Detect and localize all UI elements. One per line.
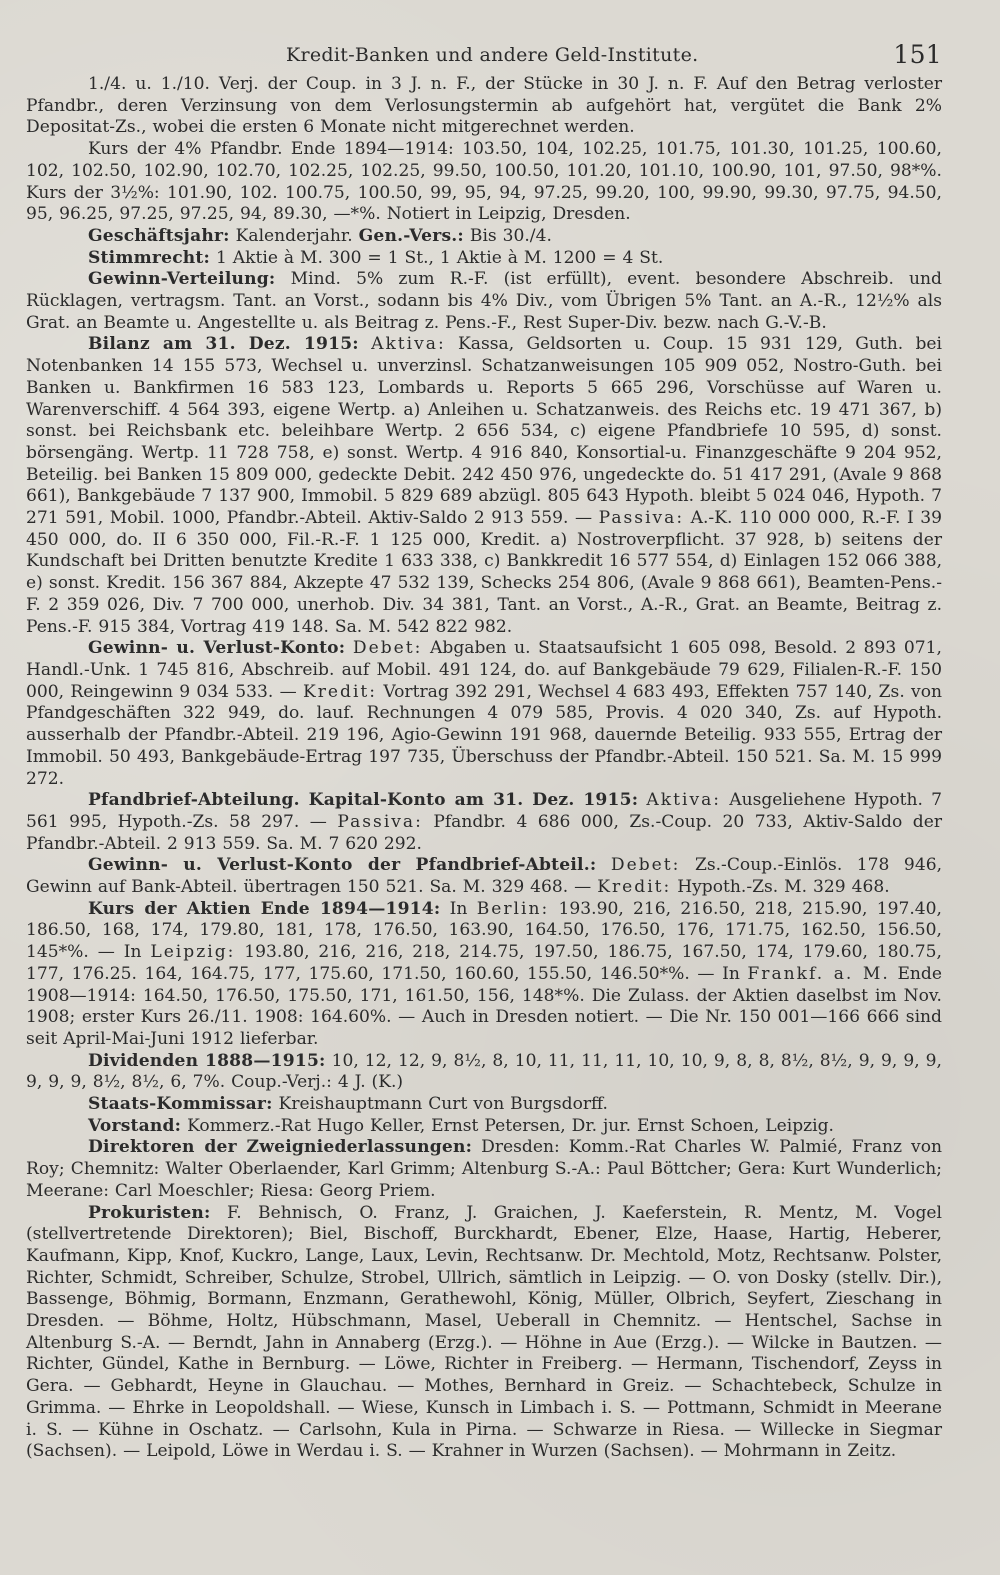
label-kredit: Kredit: <box>302 681 378 702</box>
text-board: Kommerz.-Rat Hugo Keller, Ernst Petersen, Dr. jur. Ernst Schoen, Leipzig. <box>181 1115 834 1136</box>
text-pf-kredit: Hypoth.-Zs. M. 329 468. <box>671 877 890 898</box>
label-debet: Debet: <box>352 638 423 659</box>
label-state-commissioner: Staats-Kommissar: <box>88 1094 273 1115</box>
label-pf-passiva: Passiva: <box>337 811 423 832</box>
label-balance-sheet: Bilanz am 31. Dez. 1915: <box>88 334 359 355</box>
label-general-meeting: Gen.-Vers.: <box>358 225 464 246</box>
label-procurators: Prokuristen: <box>88 1202 211 1223</box>
text-pf-debet: Zs.-Coup.-Einlös. 178 946, Gewinn auf Bank-Abteil. übertragen 150 521. Sa. M. 329 468. — <box>26 855 942 898</box>
text-fiscal-year: Kalenderjahr. <box>229 225 359 246</box>
text-procurators: F. Behnisch, O. Franz, J. Graichen, J. Kaeferstein, R. Mentz, M. Vogel (stellvertretende Direktoren); Biel, Bischoff, Burckhardt, Ebener, Elze, Haase, Hartig, Heberer, Kaufmann, Kipp, Knof, Kuckro, Lange, Laux, Levin, Rechtsanw. Dr. Mechtold, Motz, Rechtsanw. Polster, Richter, Schmidt, Schreiber, Schulze, Strobel, Ullrich, sämtlich in Leipzig. — O. von Dosky (stellv. Dir.), Bassenge, Böhmig, Bormann, Enzmann, Gerathewohl, König, Müller, Olbrich, Seyfert, Zieschang in Dresden. — Böhme, Holtz, Hübschmann, Masel, Ueberall in Chemnitz. — Hentschel, Sachse in Altenburg S.-A. — Berndt, Jahn in Annaberg (Erzg.). — Höhne in Aue (Erzg.). — Wilcke in Bautzen. — Richter, Gündel, Kathe in Bernburg. — Löwe, Richter in Freiberg. — Hermann, Tischendorf, Zeyss in Gera. — Gebhardt, Heyne in Glauchau. — Mothes, Bernhard in Greiz. — Schachtebeck, Schulze in Grimma. — Ehrke in Leopoldshall. — Wiese, Kunsch in Limbach i. S. — Pottmann, Schmidt in Meerane i. S. — Kühne in Oschatz. — Carlsohn, Kula in Pirna. — Schwarze in Riesa. — Willecke in Siegmar (Sachsen). — Leipold, Löwe in Werdau i. S. — Krahner in Wurzen (Sachsen). — Mohrmann in Zeitz. <box>26 1202 942 1462</box>
text-kredit: Vortrag 392 291, Wechsel 4 683 493, Effekten 757 140, Zs. von Pfandgeschäften 322 949, do. lauf. Rechnungen 4 079 585, Provis. 4 020 340, Zs. auf Hypoth. ausserhalb der Pfandbr.-Abteil. 219 196, Agio-Gewinn 191 968, dauernde Beteilig. 933 555, Ertrag der Immobil. 50 493, Bankgebäude-Ertrag 197 735, Überschuss der Pfandbr.-Abteil. 150 521. Sa. M. 15 999 272. <box>26 681 942 789</box>
text-share-prices-1: In <box>440 898 477 919</box>
label-profit-distribution: Gewinn-Verteilung: <box>88 269 276 290</box>
paragraph-profit-distribution <box>26 269 942 334</box>
label-pf-aktiva: Aktiva: <box>646 790 722 811</box>
paragraph-coupon-terms: 1./4. u. 1./10. Verj. der Coup. in 3 J. n. F., der Stücke in 30 J. n. F. Auf den Betrag verloster Pfandbr., deren Verzinsung von dem Verlosungstermin ab aufgehört hat, vergütet die Bank 2% Depositat-Zs., wobei die ersten 6 Monate nicht mitgerechnet werden. <box>26 74 942 138</box>
label-aktiva: Aktiva: <box>371 334 446 355</box>
page-number: 151 <box>893 40 942 69</box>
paragraph-balance-sheet <box>26 334 942 638</box>
text-pf-passiva: Pfandbr. 4 686 000, Zs.-Coup. 20 733, Aktiv-Saldo der Pfandbr.-Abteil. 2 913 559. Sa. M. 7 620 292. <box>26 811 942 854</box>
text-share-prices-4: Ende 1908—1914: 164.50, 176.50, 175.50, 171, 161.50, 156, 148*%. Die Zulass. der Aktien daselbst im Nov. 1908; erster Kurs 26./11. 1908: 164.60%. — Auch in Dresden notiert. — Die Nr. 150 001—166 666 sind seit April-Mai-Juni 1912 lieferbar. <box>26 963 942 1049</box>
label-fiscal-year: Geschäftsjahr: <box>88 225 230 246</box>
text-aktiva: Kassa, Geldsorten u. Coup. 15 931 129, Guth. bei Notenbanken 14 155 573, Wechsel u. unverzinsl. Schatzanweisungen 105 909 052, Nostro-Guth. bei Banken u. Bankfirmen 16 583 123, Lombards u. Reports 5 665 296, Vorschüsse auf Waren u. Warenverschiff. 4 564 393, eigene Wertp. a) Anleihen u. Schatzanweis. des Reichs etc. 19 471 367, b) sonst. bei Reichsbank etc. beleihbare Wertp. 2 656 534, c) eigene Pfandbriefe 10 595, d) sonst. börsengäng. Wertp. 11 728 758, e) sonst. Wertp. 4 916 840, Konsortial-u. Finanzgeschäfte 9 204 952, Beteilig. bei Banken 15 809 000, gedeckte Debit. 242 450 976, ungedeckte do. 51 417 291, (Avale 9 868 661), Bankgebäude 7 137 900, Immobil. 5 829 689 abzügl. 805 643 Hypoth. bleibt 5 024 046, Hypoth. 7 271 591, Mobil. 1000, Pfandbr.-Abteil. Aktiv-Saldo 2 913 559. — <box>26 334 942 529</box>
paragraph-board <box>26 1116 942 1138</box>
label-berlin: Berlin: <box>476 898 550 919</box>
paragraph-branch-directors <box>26 1137 942 1202</box>
text-share-prices-3: 193.80, 216, 216, 218, 214.75, 197.50, 186.75, 167.50, 174, 179.60, 180.75, 177, 176.25. 164, 164.75, 177, 175.60, 171.50, 160.60, 155.50, 146.50*%. — In <box>26 942 942 984</box>
paragraph-state-commissioner <box>26 1094 942 1116</box>
paragraph-profit-loss <box>26 638 942 790</box>
page-header <box>26 34 942 74</box>
paragraph-procurators <box>26 1203 942 1463</box>
label-voting-rights: Stimmrecht: <box>88 247 211 268</box>
text-state-commissioner: Kreishauptmann Curt von Burgsdorff. <box>272 1094 608 1115</box>
label-profit-loss: Gewinn- u. Verlust-Konto: <box>88 638 346 659</box>
label-dividends: Dividenden 1888—1915: <box>88 1050 326 1071</box>
paragraph-pfandbrief-capital <box>26 790 942 855</box>
text-voting-rights: 1 Aktie à M. 300 = 1 St., 1 Aktie à M. 1200 = 4 St. <box>210 247 664 268</box>
label-pf-debet: Debet: <box>610 855 681 876</box>
text-profit-distribution: Mind. 5% zum R.-F. (ist erfüllt), event. besondere Abschreib. und Rücklagen, vertragsm. Tant. an Vorst., sodann bis 4% Div., vom Übrigen 5% Tant. an A.-R., 12½% als Grat. an Beamte u. Angestellte u. als Beitrag z. Pens.-F., Rest Super-Div. bezw. nach G.-V.-B. <box>26 269 942 333</box>
label-frankfurt: Frankf. a. M. <box>747 963 890 984</box>
label-pf-kredit: Kredit: <box>597 877 672 898</box>
label-passiva: Passiva: <box>598 508 685 529</box>
text-general-meeting: Bis 30./4. <box>463 225 552 246</box>
text-dividends: 10, 12, 12, 9, 8½, 8, 10, 11, 11, 11, 10, 10, 9, 8, 8, 8½, 8½, 9, 9, 9, 9, 9, 9, 9, 8½, 8½, 6, 7%. Coup.-Verj.: 4 J. (K.) <box>26 1050 942 1093</box>
paragraph-share-prices <box>26 899 942 1051</box>
paragraph-pfandbrief-profit-loss <box>26 855 942 898</box>
paragraph-dividends <box>26 1051 942 1094</box>
text-branch-directors: Dresden: Komm.-Rat Charles W. Palmié, Franz von Roy; Chemnitz: Walter Oberlaender, Karl Grimm; Altenburg S.-A.: Paul Böttcher; Gera: Kurt Wunderlich; Meerane: Carl Moeschler; Riesa: Georg Priem. <box>26 1137 942 1201</box>
running-title: Kredit-Banken und andere Geld-Institute. <box>286 44 699 66</box>
label-board: Vorstand: <box>88 1115 182 1136</box>
text-debet: Abgaben u. Staatsaufsicht 1 605 098, Besold. 2 893 071, Handl.-Unk. 1 745 816, Abschreib. auf Mobil. 491 124, do. auf Bankgebäude 79 629, Filialen-R.-F. 150 000, Reingewinn 9 034 533. — <box>26 638 942 702</box>
text-share-prices-2: 193.90, 216, 216.50, 218, 215.90, 197.40, 186.50, 168, 174, 179.80, 181, 178, 176.50, 163.90, 164.50, 176.50, 176, 171.75, 162.50, 156.50, 145*%. — In <box>26 898 942 963</box>
text-passiva: A.-K. 110 000 000, R.-F. I 39 450 000, do. II 6 350 000, Fil.-R.-F. 1 125 000, Kredit. a) Nostroverpflicht. 37 928, b) seitens der Kundschaft bei Dritten benutzte Kredite 1 633 338, c) Bankkredit 16 577 554, d) Einlagen 152 066 388, e) sonst. Kredit. 156 367 884, Akzepte 47 532 139, Schecks 254 806, (Avale 9 868 661), Beamten-Pens.-F. 2 359 026, Div. 7 700 000, unerhob. Div. 34 381, Tant. an Vorst., A.-R., Grat. an Beamte, Beitrag z. Pens.-F. 915 384, Vortrag 419 148. Sa. M. 542 822 982. <box>26 508 942 637</box>
label-leipzig: Leipzig: <box>150 942 236 963</box>
label-pfandbrief-profit-loss: Gewinn- u. Verlust-Konto der Pfandbrief-Abteil.: <box>88 855 597 876</box>
body-text <box>26 74 942 1463</box>
paragraph-pfandbrief-prices: Kurs der 4% Pfandbr. Ende 1894—1914: 103.50, 104, 102.25, 101.75, 101.30, 101.25, 100.60, 102, 102.50, 102.90, 102.70, 102.25, 102.25, 99.50, 100.50, 101.20, 101.10, 100.90, 101, 97.50, 98*%. Kurs der 3½%: 101.90, 102. 100.75, 100.50, 99, 95, 94, 97.25, 99.20, 100, 99.90, 99.30, 97.75, 94.50, 95, 96.25, 97.25, 97.25, 94, 89.30, —*%. Notiert in Leipzig, Dresden. <box>26 139 942 225</box>
label-branch-directors: Direktoren der Zweigniederlassungen: <box>88 1137 473 1158</box>
label-share-prices: Kurs der Aktien Ende 1894—1914: <box>88 898 441 919</box>
label-pfandbrief-capital: Pfandbrief-Abteilung. Kapital-Konto am 31. Dez. 1915: <box>88 790 639 811</box>
paragraph-fiscal-year <box>26 226 942 248</box>
text-pf-aktiva: Ausgeliehene Hypoth. 7 561 995, Hypoth.-Zs. 58 297. — <box>26 790 943 832</box>
paragraph-voting-rights <box>26 248 942 270</box>
